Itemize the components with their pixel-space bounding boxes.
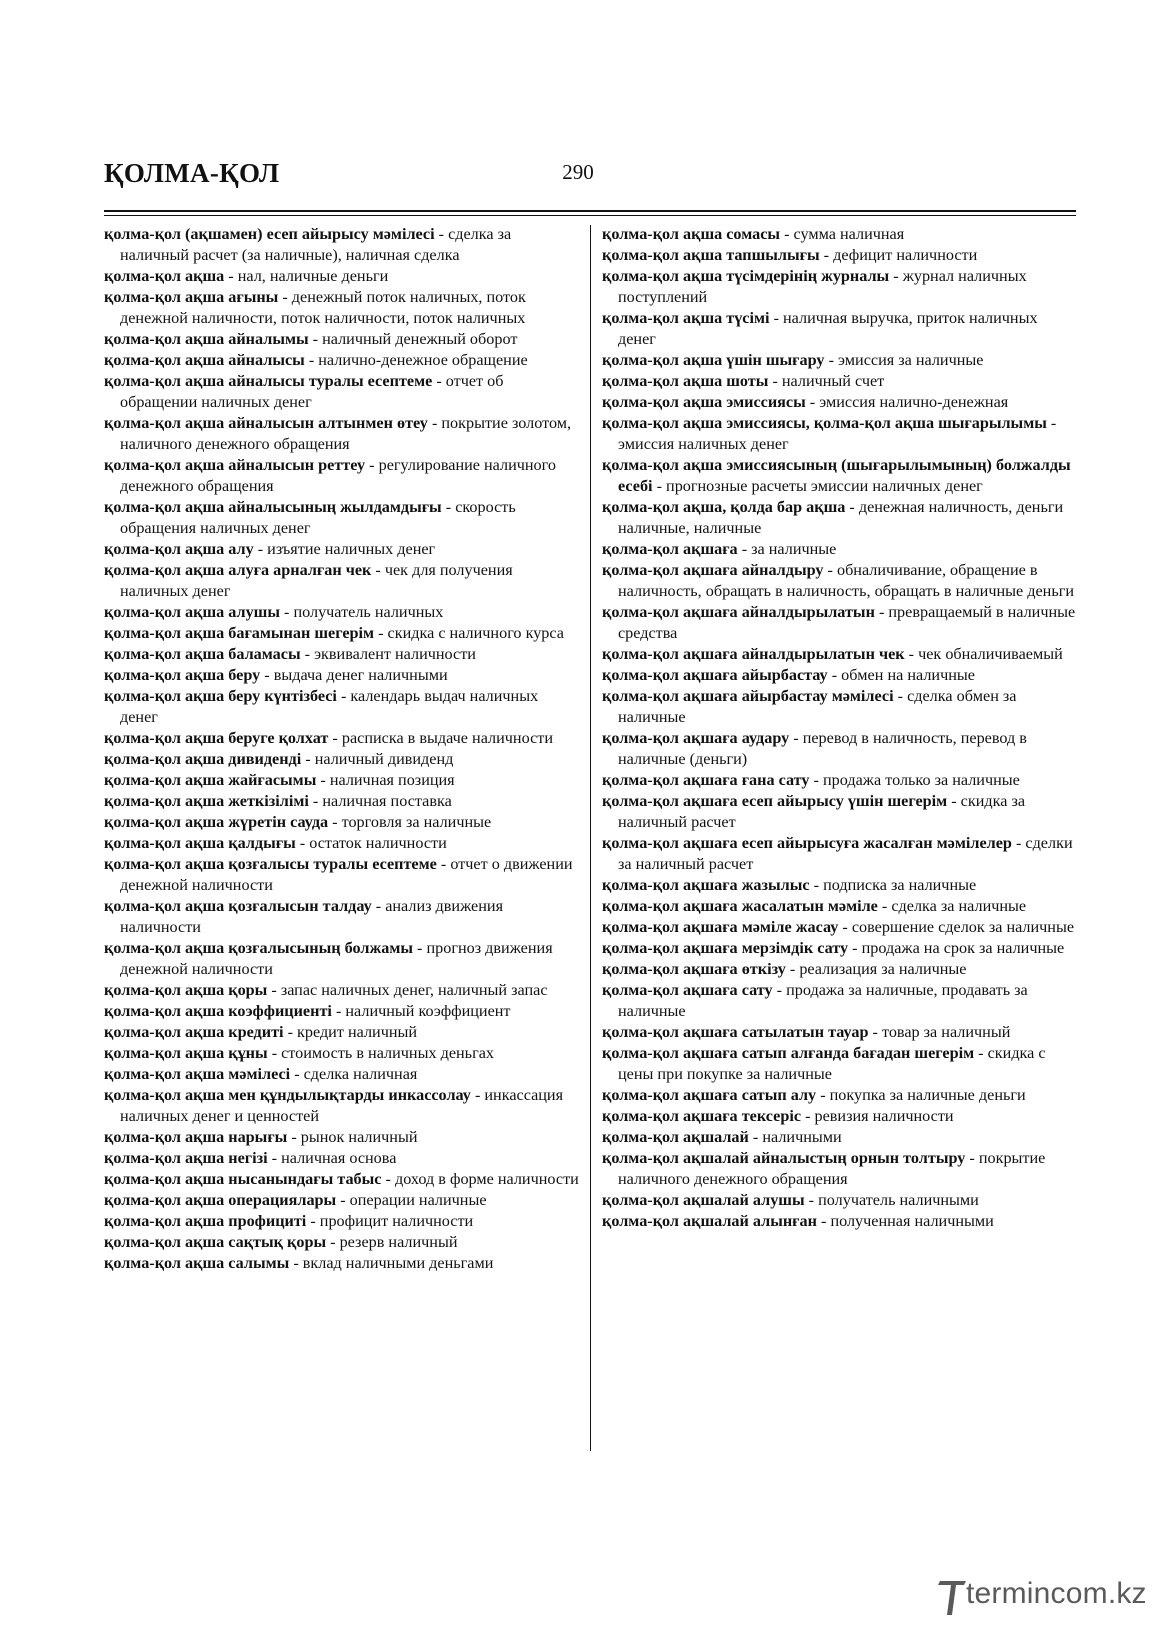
dictionary-entry	[602, 833, 1078, 875]
entry-definition: сделка за наличные	[891, 897, 1027, 915]
entry-term: қолма-қол ақша	[104, 267, 225, 285]
entry-definition: продажа только за наличные	[822, 771, 1020, 789]
entry-separator: -	[809, 876, 824, 894]
entry-definition: торговля за наличные	[341, 813, 492, 831]
entry-separator: -	[365, 456, 379, 474]
entry-separator: -	[336, 687, 351, 705]
entry-term: қолма-қол ақша алуға арналған чек	[104, 561, 372, 579]
entry-separator: -	[789, 729, 803, 747]
running-head-title: ҚОЛМА-ҚОЛ	[104, 158, 280, 188]
dictionary-entry	[104, 329, 580, 350]
dictionary-entry	[104, 1085, 580, 1127]
entry-separator: -	[260, 666, 274, 684]
entry-term: қолма-қол ақша айналысы	[104, 351, 305, 369]
page-header	[104, 158, 1076, 214]
t-logo-icon	[938, 1575, 968, 1619]
entry-separator: -	[947, 792, 961, 810]
entry-separator: -	[470, 1086, 485, 1104]
dictionary-entry	[602, 413, 1078, 455]
dictionary-entry	[104, 350, 580, 371]
entry-definition: эквивалент наличности	[314, 645, 476, 663]
entry-definition: получатель наличных	[293, 603, 444, 621]
header-rule-thick	[104, 210, 1076, 212]
dictionary-entry	[104, 833, 580, 854]
entry-separator: -	[827, 666, 842, 684]
dictionary-entry	[602, 539, 1078, 560]
entry-separator: -	[877, 897, 892, 915]
entry-separator: -	[413, 939, 427, 957]
entry-definition: обмен на наличные	[841, 666, 975, 684]
dictionary-entry	[104, 1127, 580, 1148]
dictionary-entry	[602, 1022, 1078, 1043]
entry-term: қолма-қол ақша эмиссиясы, қолма-қол ақша шығарылымы	[602, 414, 1047, 432]
entry-definition: скидка с цены при покупке за наличные	[618, 1044, 1046, 1083]
page-number: 290	[562, 160, 594, 184]
entry-separator: -	[772, 981, 787, 999]
entry-definition: резерв наличный	[339, 1233, 458, 1251]
entry-definition: нал, наличные деньги	[237, 267, 389, 285]
dictionary-entry	[602, 266, 1078, 308]
entry-definition: сумма наличная	[793, 225, 905, 243]
dictionary-entry	[602, 770, 1078, 791]
entry-definition: наличный коэффициент	[345, 1002, 511, 1020]
entry-separator: -	[737, 540, 752, 558]
entry-separator: -	[769, 309, 783, 327]
dictionary-entry	[104, 1253, 580, 1274]
entry-definition: наличная поставка	[322, 792, 452, 810]
entry-term: қолма-қол ақшаға мәміле жасау	[602, 918, 839, 936]
entry-definition: товар за наличный	[881, 1023, 1011, 1041]
entry-definition: за наличные	[751, 540, 837, 558]
dictionary-entry	[602, 1043, 1078, 1085]
entry-term: қолма-қол ақша айналымы	[104, 330, 309, 348]
entry-term: қолма-қол ақша сомасы	[602, 225, 781, 243]
entry-separator: -	[328, 813, 342, 831]
entry-term: қолма-қол ақшаға есеп айырысу үшін шегерім	[602, 792, 948, 810]
dictionary-entry	[104, 1001, 580, 1022]
entry-separator: -	[328, 729, 342, 747]
entry-definition: вклад наличными деньгами	[302, 1254, 494, 1272]
entry-definition: подписка за наличные	[823, 876, 977, 894]
entry-term: қолма-қол ақшаға жасалатын мәміле	[602, 897, 878, 915]
entry-term: қолма-қол ақшаға ғана сату	[602, 771, 810, 789]
entry-definition: отчет о движении денежной наличности	[120, 855, 573, 894]
entry-term: қолма-қол ақша қозғалысының болжамы	[104, 939, 413, 957]
dictionary-entry	[104, 854, 580, 896]
dictionary-entry	[104, 602, 580, 623]
dictionary-entry	[104, 224, 580, 266]
entry-definition: кредит наличный	[297, 1023, 418, 1041]
entry-definition: реализация за наличные	[799, 960, 967, 978]
dictionary-entry	[602, 224, 1078, 245]
entry-separator: -	[441, 498, 456, 516]
dictionary-entry	[104, 1148, 580, 1169]
entry-definition: скорость обращения наличных денег	[120, 498, 516, 537]
entry-term: қолма-қол ақшаға мерзімдік сату	[602, 939, 849, 957]
entry-definition: анализ движения наличности	[120, 897, 504, 936]
watermark-text: termincom.kz	[966, 1577, 1147, 1610]
entry-definition: операции наличные	[349, 1191, 487, 1209]
entry-term: қолма-қол ақша жеткізілімі	[104, 792, 309, 810]
entry-separator: -	[824, 351, 838, 369]
dictionary-entry	[104, 560, 580, 602]
entry-separator: -	[893, 687, 908, 705]
entry-term: қолма-қол ақша нарығы	[104, 1128, 288, 1146]
entry-definition: изъятие наличных денег	[267, 540, 436, 558]
entry-definition: запас наличных денег, наличный запас	[280, 981, 548, 999]
entry-definition: полученная наличными	[830, 1212, 994, 1230]
entry-term: қолма-қол ақшаға сатылатын тауар	[602, 1023, 869, 1041]
dictionary-entry	[602, 497, 1078, 539]
entry-separator: -	[974, 1044, 988, 1062]
entry-definition: наличный дивиденд	[314, 750, 454, 768]
dictionary-entry	[602, 644, 1078, 665]
entry-term: қолма-қол ақша эмиссиясы	[602, 393, 806, 411]
entry-separator: -	[300, 645, 315, 663]
entry-separator: -	[374, 624, 388, 642]
entry-separator: -	[432, 372, 446, 390]
dictionary-entry	[602, 896, 1078, 917]
entry-definition: чек для получения наличных денег	[120, 561, 513, 600]
header-rule-thin	[104, 215, 1076, 216]
entry-definition: превращаемый в наличные средства	[618, 603, 1076, 642]
entry-term: қолма-қол ақша айналысын алтынмен өтеу	[104, 414, 428, 432]
entry-term: қолма-қол ақшаға есеп айырысуға жасалған мәмілелер	[602, 834, 1012, 852]
entry-definition: профицит наличности	[319, 1212, 474, 1230]
entry-definition: рынок наличный	[300, 1128, 418, 1146]
entry-term: қолма-қол ақша профициті	[104, 1212, 307, 1230]
entry-term: қолма-қол ақшалай алушы	[602, 1191, 805, 1209]
entry-separator: -	[336, 1191, 350, 1209]
entry-term: қолма-қол ақша коэффициенті	[104, 1002, 332, 1020]
entry-term: қолма-қол ақша баламасы	[104, 645, 301, 663]
entry-separator: -	[845, 498, 859, 516]
dictionary-entry	[104, 791, 580, 812]
entry-separator: -	[1011, 834, 1026, 852]
entry-term: қолма-қол ақшаға айналдыру	[602, 561, 824, 579]
dictionary-entry	[602, 791, 1078, 833]
column-divider	[590, 225, 591, 1451]
entry-term: қолма-қол ақша алу	[104, 540, 254, 558]
dictionary-entry	[602, 1085, 1078, 1106]
entry-term: қолма-қол ақша алушы	[104, 603, 280, 621]
entry-separator: -	[283, 1023, 298, 1041]
entry-definition: совершение сделок за наличные	[851, 918, 1075, 936]
entry-separator: -	[295, 834, 310, 852]
entry-separator: -	[371, 897, 386, 915]
entry-definition: сделка обмен за наличные	[618, 687, 1017, 726]
entry-term: қолма-қол ақшаға жазылыс	[602, 876, 810, 894]
dictionary-entry	[104, 812, 580, 833]
entry-term: қолма-қол ақшаға сатып алу	[602, 1086, 817, 1104]
entry-definition: эмиссия за наличные	[838, 351, 984, 369]
dictionary-entry	[104, 980, 580, 1001]
entry-definition: покупка за наличные деньги	[829, 1086, 1026, 1104]
dictionary-entry	[602, 392, 1078, 413]
entry-definition: перевод в наличность, перевод в наличные (деньги)	[618, 729, 1027, 768]
dictionary-entry	[104, 266, 580, 287]
dictionary-entry	[602, 1148, 1078, 1190]
entry-separator: -	[253, 540, 268, 558]
entry-term: қолма-қол ақша бағамынан шегерім	[104, 624, 375, 642]
entry-separator: -	[267, 1044, 282, 1062]
dictionary-entry	[602, 1211, 1078, 1232]
entry-separator: -	[889, 267, 903, 285]
entry-term: қолма-қол ақшаға тексеріс	[602, 1107, 802, 1125]
entry-definition: расписка в выдаче наличности	[341, 729, 553, 747]
entry-separator: -	[868, 1023, 882, 1041]
entry-separator: -	[267, 981, 281, 999]
entry-separator: -	[326, 1233, 340, 1251]
entry-separator: -	[301, 750, 315, 768]
entry-term: қолма-қол ақшалай алынған	[602, 1212, 817, 1230]
entry-term: қолма-қол ақшаға сатып алғанда бағадан шегерім	[602, 1044, 975, 1062]
entry-separator: -	[308, 330, 323, 348]
entry-separator: -	[823, 561, 837, 579]
dictionary-entry	[602, 665, 1078, 686]
entry-definition: наличная основа	[281, 1149, 397, 1167]
entry-definition: покрытие наличного денежного обращения	[618, 1149, 1046, 1188]
dictionary-entry	[602, 959, 1078, 980]
entry-term: қолма-қол ақша түсімдерінің журналы	[602, 267, 890, 285]
entry-term: қолма-қол ақша түсімі	[602, 309, 770, 327]
dictionary-entry	[104, 896, 580, 938]
entry-separator: -	[304, 351, 319, 369]
entry-definition: доход в форме наличности	[394, 1170, 579, 1188]
entry-separator: -	[816, 1212, 831, 1230]
entry-definition: скидка за наличный расчет	[618, 792, 1026, 831]
entry-definition: эмиссия наличных денег	[618, 435, 789, 453]
dictionary-entry	[104, 770, 580, 791]
entry-separator: -	[316, 771, 330, 789]
watermark-logo	[938, 1575, 1148, 1621]
entry-term: қолма-қол ақша айналысының жылдамдығы	[104, 498, 442, 516]
entry-separator: -	[434, 225, 449, 243]
dictionary-entry	[104, 413, 580, 455]
entry-term: қолма-қол ақша беруге қолхат	[104, 729, 329, 747]
entry-term: қолма-қол ақша сақтық қоры	[104, 1233, 327, 1251]
entry-definition: прогнозные расчеты эмиссии наличных денег	[666, 477, 983, 495]
entry-definition: сделка наличная	[303, 1065, 418, 1083]
entry-separator: -	[652, 477, 667, 495]
entry-term: қолма-қол ақшаға	[602, 540, 738, 558]
entry-definition: чек обналичиваемый	[918, 645, 1063, 663]
dictionary-entry	[104, 1022, 580, 1043]
entry-term: қолма-қол ақша мен құндылықтарды инкассолау	[104, 1086, 471, 1104]
entry-term: қолма-қол ақшаға өткізу	[602, 960, 786, 978]
entry-term: қолма-қол ақша салымы	[104, 1254, 290, 1272]
entry-term: қолма-қол ақша дивиденді	[104, 750, 302, 768]
entry-separator: -	[768, 372, 782, 390]
dictionary-entry	[602, 938, 1078, 959]
entry-term: қолма-қол (ақшамен) есеп айырысу мәмілесі	[104, 225, 435, 243]
entry-definition: денежный поток наличных, поток денежной наличности, поток наличности, поток наличных	[120, 288, 526, 327]
entry-definition: денежная наличность, деньги наличные, наличные	[618, 498, 1064, 537]
entry-term: қолма-қол ақша шоты	[602, 372, 769, 390]
entry-definition: сделка за наличный расчет (за наличные), наличная сделка	[120, 225, 512, 264]
dictionary-entry	[602, 560, 1078, 602]
entry-separator: -	[306, 1212, 320, 1230]
dictionary-entry	[104, 1190, 580, 1211]
dictionary-entry	[602, 1106, 1078, 1127]
entry-term: қолма-қол ақша, қолда бар ақша	[602, 498, 846, 516]
entry-term: қолма-қол ақша айналысын реттеу	[104, 456, 366, 474]
entry-term: қолма-қол ақша эмиссиясының (шығарылымының) болжалды есебі	[602, 456, 1071, 495]
entry-term: қолма-қол ақша нысанындағы табыс	[104, 1170, 382, 1188]
entry-term: қолма-қол ақша қоры	[104, 981, 268, 999]
dictionary-entry	[104, 1211, 580, 1232]
entry-definition: продажа за наличные, продавать за наличные	[618, 981, 1028, 1020]
entry-separator: -	[748, 1128, 763, 1146]
entry-term: қолма-қол ақша қозғалысы туралы есептеме	[104, 855, 437, 873]
dictionary-entry	[104, 1064, 580, 1085]
dictionary-entry	[602, 980, 1078, 1022]
entry-separator: -	[371, 561, 385, 579]
entry-definition: инкассация наличных денег и ценностей	[120, 1086, 564, 1125]
entry-definition: ревизия наличности	[814, 1107, 954, 1125]
entry-term: қолма-қол ақшаға айналдырылатын чек	[602, 645, 905, 663]
dictionary-entry	[104, 1169, 580, 1190]
entry-separator: -	[805, 393, 820, 411]
dictionary-entry	[104, 497, 580, 539]
dictionary-entry	[104, 539, 580, 560]
dictionary-entry	[104, 728, 580, 749]
entry-separator: -	[436, 855, 451, 873]
entry-term: қолма-қол ақшалай	[602, 1128, 749, 1146]
entry-separator: -	[289, 1254, 303, 1272]
dictionary-entry	[104, 644, 580, 665]
entry-term: қолма-қол ақша жүретін сауда	[104, 813, 329, 831]
entry-separator: -	[267, 1149, 282, 1167]
entry-term: қолма-қол ақша ағыны	[104, 288, 279, 306]
entry-separator: -	[308, 792, 323, 810]
entry-term: қолма-қол ақшаға айналдырылатын	[602, 603, 875, 621]
entry-term: қолма-қол ақшаға сату	[602, 981, 773, 999]
entry-term: қолма-қол ақша операциялары	[104, 1191, 337, 1209]
entry-separator: -	[819, 246, 834, 264]
entry-term: қолма-қол ақша беру күнтізбесі	[104, 687, 337, 705]
entry-definition: получатель наличными	[818, 1191, 979, 1209]
dictionary-entry	[104, 623, 580, 644]
dictionary-entry	[104, 749, 580, 770]
entry-separator: -	[874, 603, 889, 621]
entry-definition: прогноз движения денежной наличности	[120, 939, 553, 978]
entry-definition: обналичивание, обращение в наличность, обращать в наличность, обращать в наличные деньги	[618, 561, 1075, 600]
entry-term: қолма-қол ақша беру	[104, 666, 261, 684]
dictionary-entry	[104, 371, 580, 413]
entry-separator: -	[279, 603, 294, 621]
dictionary-entry	[602, 308, 1078, 350]
entry-definition: журнал наличных поступлений	[618, 267, 1027, 306]
dictionary-entry	[602, 1190, 1078, 1211]
entry-definition: календарь выдач наличных денег	[120, 687, 539, 726]
entry-definition: налично-денежное обращение	[318, 351, 528, 369]
entry-term: қолма-қол ақшалай айналыстың орнын толтыру	[602, 1149, 966, 1167]
dictionary-entry	[602, 686, 1078, 728]
dictionary-entry	[104, 938, 580, 980]
dictionary-entry	[602, 350, 1078, 371]
entry-definition: скидка с наличного курса	[387, 624, 564, 642]
entry-term: қолма-қол ақша тапшылығы	[602, 246, 820, 264]
entry-separator: -	[224, 267, 238, 285]
dictionary-entry	[602, 602, 1078, 644]
entry-definition: наличный счет	[781, 372, 885, 390]
entry-term: қолма-қол ақша негізі	[104, 1149, 268, 1167]
dictionary-entry	[602, 875, 1078, 896]
entry-definition: стоимость в наличных деньгах	[281, 1044, 494, 1062]
entry-separator: -	[816, 1086, 830, 1104]
entry-definition: регулирование наличного денежного обращения	[120, 456, 556, 495]
dictionary-entry	[602, 1127, 1078, 1148]
dictionary-entry	[602, 245, 1078, 266]
entry-term: қолма-қол ақшаға айырбастау	[602, 666, 828, 684]
entry-separator: -	[780, 225, 794, 243]
dictionary-entry	[602, 371, 1078, 392]
entry-definition: сделки за наличный расчет	[618, 834, 1073, 873]
entry-term: қолма-қол ақшаға аудару	[602, 729, 790, 747]
entry-term: қолма-қол ақша қозғалысын талдау	[104, 897, 372, 915]
entry-separator: -	[331, 1002, 346, 1020]
entry-term: қолма-қол ақша қалдығы	[104, 834, 296, 852]
entry-separator: -	[427, 414, 442, 432]
entry-separator: -	[1046, 414, 1057, 432]
entry-definition: эмиссия налично-денежная	[819, 393, 1009, 411]
entry-definition: наличными	[762, 1128, 842, 1146]
entry-term: қолма-қол ақша айналысы туралы есептеме	[104, 372, 433, 390]
right-column	[602, 224, 1078, 1232]
entry-separator: -	[801, 1107, 815, 1125]
entry-separator: -	[965, 1149, 979, 1167]
entry-term: қолма-қол ақша мәмілесі	[104, 1065, 291, 1083]
entry-term: қолма-қол ақшаға айырбастау мәмілесі	[602, 687, 894, 705]
entry-separator: -	[278, 288, 292, 306]
entry-separator: -	[287, 1128, 301, 1146]
dictionary-entry	[104, 455, 580, 497]
entry-definition: наличная позиция	[329, 771, 455, 789]
entry-separator: -	[290, 1065, 304, 1083]
entry-term: қолма-қол ақша құны	[104, 1044, 268, 1062]
entry-definition: наличный денежный оборот	[322, 330, 518, 348]
entry-separator: -	[381, 1170, 395, 1188]
dictionary-entry	[602, 455, 1078, 497]
entry-definition: дефицит наличности	[833, 246, 978, 264]
dictionary-entry	[104, 665, 580, 686]
entry-definition: покрытие золотом, наличного денежного обращения	[120, 414, 572, 453]
entry-separator: -	[848, 939, 862, 957]
dictionary-entry	[104, 287, 580, 329]
entry-definition: продажа на срок за наличные	[861, 939, 1065, 957]
entry-separator: -	[838, 918, 852, 936]
entry-term: қолма-қол ақша үшін шығару	[602, 351, 825, 369]
dictionary-entry	[104, 1232, 580, 1253]
entry-definition: отчет об обращении наличных денег	[120, 372, 504, 411]
left-column	[104, 224, 580, 1274]
dictionary-entry	[602, 917, 1078, 938]
entry-separator: -	[809, 771, 823, 789]
entry-separator: -	[904, 645, 919, 663]
entry-definition: выдача денег наличными	[273, 666, 448, 684]
dictionary-entry	[104, 1043, 580, 1064]
entry-separator: -	[804, 1191, 819, 1209]
entry-definition: остаток наличности	[309, 834, 447, 852]
dictionary-entry	[602, 728, 1078, 770]
entry-term: қолма-қол ақша кредиті	[104, 1023, 284, 1041]
entry-definition: наличная выручка, приток наличных денег	[618, 309, 1038, 348]
dictionary-entry	[104, 686, 580, 728]
entry-separator: -	[785, 960, 800, 978]
entry-term: қолма-қол ақша жайғасымы	[104, 771, 317, 789]
